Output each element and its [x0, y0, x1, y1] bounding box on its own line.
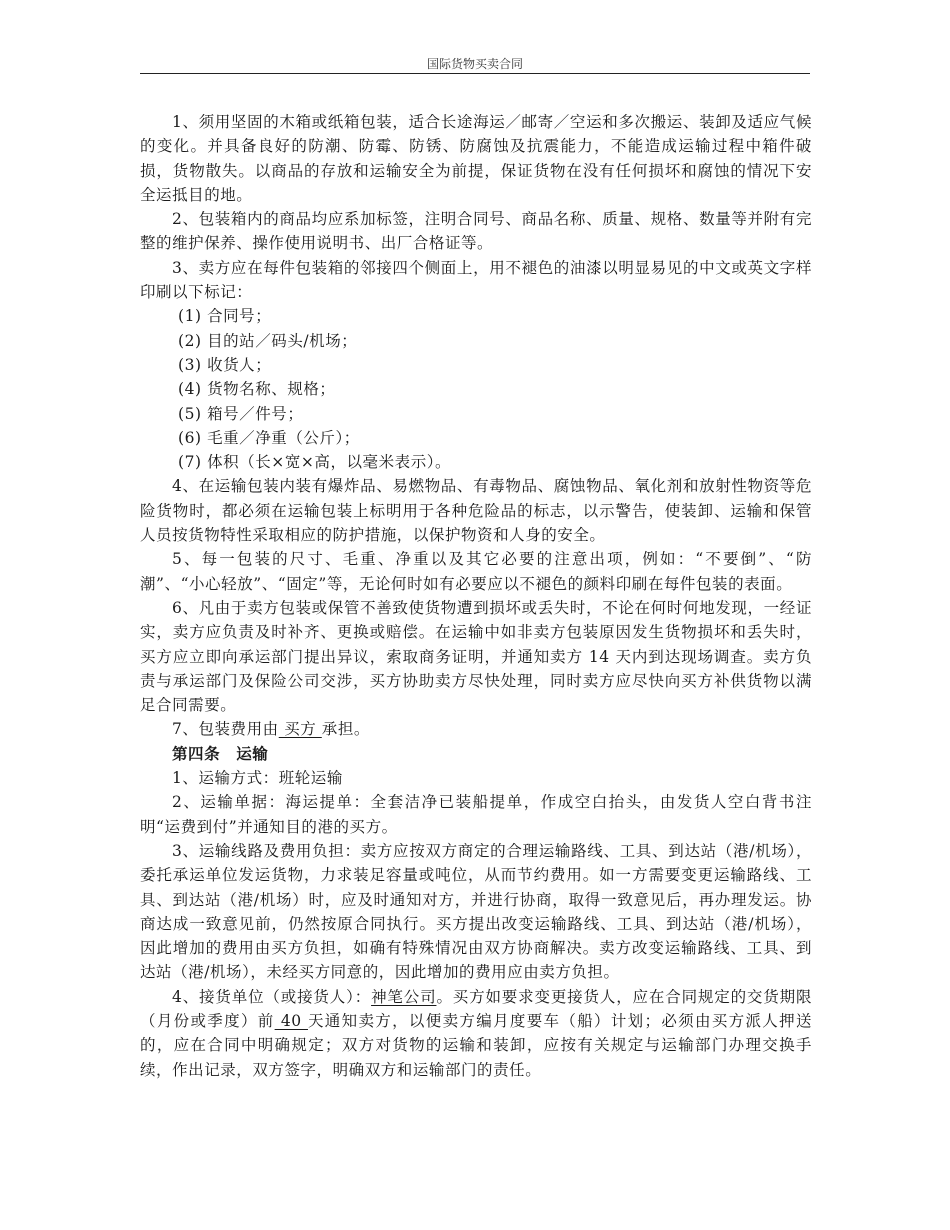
packing-cost-party: 买方	[278, 720, 322, 739]
packing-clause-4: 4、在运输包装内装有爆炸品、易燃物品、有毒物品、腐蚀物品、氧化剂和放射性物资等危险货物时，都必须在运输包装上标明用于各种危险品的标志，以示警告，使装卸、运输和保管人员按货物特性采取相应的防护措施，以保护物资和人身的安全。	[140, 477, 812, 545]
packing-cost-prefix: 7、包装费用由	[172, 720, 279, 739]
marking-item-4: (4) 货物名称、规格；	[178, 380, 336, 399]
packing-clause-7	[140, 717, 812, 741]
packing-cost-suffix: 承担。	[321, 720, 370, 739]
document-body	[140, 110, 812, 1082]
consignee-middle: 。买方如要求变更接货人，应在合同规定的交货期限（月份或季度）前	[140, 987, 813, 1030]
marking-item-1: (1) 合同号；	[178, 307, 272, 326]
running-header: 国际货物买卖合同	[426, 57, 523, 71]
transport-clause-1: 1、运输方式：班轮运输	[172, 769, 343, 788]
marking-item-5: (5) 箱号／件号；	[178, 404, 304, 423]
marking-item-2: (2) 目的站／码头/机场；	[178, 331, 358, 350]
packing-clause-1: 1、须用坚固的木箱或纸箱包装，适合长途海运／邮寄／空运和多次搬运、装卸及适应气候的变化。并具备良好的防潮、防霉、防锈、防腐蚀及抗震能力，不能造成运输过程中箱件破损，货物散失。以商品的存放和运输安全为前提，保证货物在没有任何损坏和腐蚀的情况下安全运抵目的地。	[140, 113, 812, 204]
packing-clause-3: 3、卖方应在每件包装箱的邻接四个侧面上，用不褪色的油漆以明显易见的中文或英文字样印刷以下标记：	[140, 258, 812, 302]
transport-clause-2: 2、运输单据：海运提单：全套洁净已装船提单，作成空白抬头，由发货人空白背书注明“运费到付”并通知目的港的买方。	[140, 793, 812, 836]
consignee-name: 神笔公司	[371, 987, 437, 1006]
transport-clause-4	[140, 985, 812, 1082]
packing-clause-6: 6、凡由于卖方包装或保管不善致使货物遭到损坏或丢失时，不论在何时何地发现，一经证实，卖方应负责及时补齐、更换或赔偿。在运输中如非卖方包装原因发生货物损坏和丢失时，买方应立即向承运部门提出异议，索取商务证明，并通知卖方 14 天内到达现场调查。卖方负责与承运部门及保险公司交涉，买方协助卖方尽快处理，同时卖方应尽快向买方补供货物以满足合同需要。	[140, 598, 812, 715]
marking-item-3: (3) 收货人；	[178, 355, 272, 374]
notice-days: 40	[274, 1011, 308, 1030]
transport-clause-3: 3、运输线路及费用负担：卖方应按双方商定的合理运输路线、工具、到达站（港/机场），委托承运单位发运货物，力求装足容量或吨位，从而节约费用。如一方需要变更运输路线、工具、到达站（港/机场）时，应及时通知对方，并进行协商，取得一致意见后，再办理发运。协商达成一致意见前，仍然按原合同执行。买方提出改变运输路线、工具、到达站（港/机场），因此增加的费用由买方负担，如确有特殊情况由双方协商解决。卖方改变运输路线、工具、到达站（港/机场），未经买方同意的，因此增加的费用应由卖方负担。	[140, 841, 812, 982]
article-4-heading: 第四条 运输	[172, 743, 269, 763]
consignee-prefix: 4、接货单位（或接货人）：	[172, 987, 372, 1006]
packing-clause-5: 5、每一包装的尺寸、毛重、净重以及其它必要的注意出项，例如：“不要倒”、“防潮”、“小心轻放”、“固定”等，无论何时如有必要应以不褪色的颜料印刷在每件包装的表面。	[140, 550, 812, 593]
header-rule	[140, 73, 810, 74]
consignee-suffix: 天通知卖方，以便卖方编月度要车（船）计划；必须由买方派人押送的，应在合同中明确规定；双方对货物的运输和装卸，应按有关规定与运输部门办理交换手续，作出记录，双方签字，明确双方和运输部门的责任。	[140, 1011, 812, 1079]
marking-item-6: (6) 毛重／净重（公斤）；	[178, 428, 360, 447]
packing-clause-2: 2、包装箱内的商品均应系加标签，注明合同号、商品名称、质量、规格、数量等并附有完整的维护保养、操作使用说明书、出厂合格证等。	[140, 210, 812, 253]
marking-item-7: (7) 体积（长×宽×高，以毫米表示）。	[178, 453, 452, 472]
